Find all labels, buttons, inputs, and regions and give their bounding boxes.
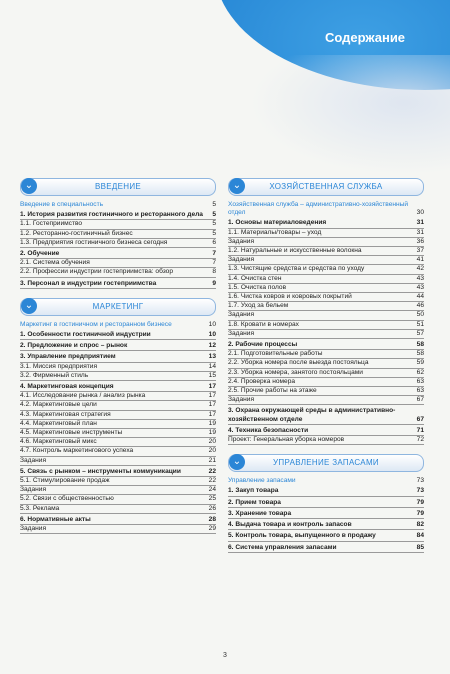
chapter-entry <box>20 280 216 289</box>
chapter-entry <box>20 342 216 351</box>
entry-page-number: 67 <box>416 415 424 423</box>
entry-page-number: 17 <box>208 392 216 400</box>
entry-page-number: 63 <box>416 377 424 385</box>
entry-page-number: 31 <box>416 228 424 236</box>
entry-title: 5.3. Реклама <box>20 504 60 512</box>
entry-title: Управление запасами <box>228 477 296 485</box>
chapter-entry <box>228 499 424 508</box>
entry-page-number: 62 <box>416 368 424 376</box>
chapter-entry <box>228 510 424 519</box>
entry-page-number: 37 <box>416 247 424 255</box>
entry-page-number: 12 <box>208 342 216 350</box>
entry-title: Задания <box>20 486 47 494</box>
entry-title: 2. Обучение <box>20 250 60 258</box>
entry-title: Задания <box>228 329 255 337</box>
chevron-down-icon: ⌄ <box>229 178 245 194</box>
entry-page-number: 85 <box>416 543 424 551</box>
toc-entry <box>20 401 216 410</box>
entry-page-number: 22 <box>208 477 216 485</box>
toc-entry <box>228 330 424 339</box>
entry-title: 1.7. Уход за бельем <box>228 302 289 310</box>
entry-title: 6. Система управления запасами <box>228 543 337 551</box>
toc-entry <box>228 238 424 247</box>
entry-page-number: 5 <box>212 211 216 219</box>
entry-title: 3. Хранение товара <box>228 509 292 517</box>
entry-page-number: 24 <box>208 486 216 494</box>
toc-entry <box>228 247 424 256</box>
toc-entry <box>20 372 216 381</box>
toc-entry <box>228 321 424 330</box>
entry-title: 2.5. Прочие работы на этаже <box>228 387 317 395</box>
toc-entry <box>228 284 424 293</box>
entry-page-number: 46 <box>416 302 424 310</box>
entry-title: 1. Особенности гостиничной индустрии <box>20 331 151 339</box>
entry-title: 1.8. Кровати в номерах <box>228 320 299 328</box>
chapter-entry <box>228 219 424 228</box>
entry-title: 1.3. Предприятия гостиничного бизнеса сегодня <box>20 238 168 246</box>
entry-page-number: 63 <box>416 387 424 395</box>
entry-title: 4.7. Контроль маркетингового успеха <box>20 447 134 455</box>
entry-page-number: 10 <box>208 331 216 339</box>
entry-title: 4.1. Исследование рынка / анализ рынка <box>20 392 146 400</box>
entry-page-number: 17 <box>208 401 216 409</box>
chapter-entry <box>20 211 216 220</box>
chapter-entry <box>20 353 216 362</box>
toc-entry <box>20 447 216 456</box>
entry-title: 1. Основы материаловедения <box>228 219 327 227</box>
section-title: ХОЗЯЙСТВЕННАЯ СЛУЖБА <box>269 182 383 191</box>
entry-page-number: 79 <box>416 509 424 517</box>
entry-page-number: 22 <box>208 467 216 475</box>
toc-entry <box>228 369 424 378</box>
entry-title: 4.2. Маркетинговые цели <box>20 401 97 409</box>
chapter-entry <box>20 331 216 340</box>
entry-title: 5. Связь с рынком – инструменты коммуникации <box>20 467 181 475</box>
entry-title: 4.6. Маркетинговый микс <box>20 438 97 446</box>
toc-entry <box>20 505 216 514</box>
entry-title: 4. Маркетинговая концепция <box>20 383 114 391</box>
entry-page-number: 79 <box>416 498 424 506</box>
entry-page-number: 8 <box>212 268 216 276</box>
entry-title: Задания <box>228 237 255 245</box>
entry-title: 2. Прием товара <box>228 498 281 506</box>
chapter-entry <box>228 544 424 553</box>
section-header <box>228 454 424 472</box>
chapter-entry <box>20 468 216 477</box>
entry-page-number: 25 <box>208 495 216 503</box>
toc-entry <box>228 378 424 387</box>
entry-title: 4.5. Маркетинговые инструменты <box>20 429 123 437</box>
entry-title: 1.6. Чистка ковров и ковровых покрытий <box>228 293 352 301</box>
subsection-heading <box>20 201 216 209</box>
entry-title: Задания <box>228 311 255 319</box>
entry-title: 1.1. Материалы/товары – уход <box>228 228 322 236</box>
entry-page-number: 5 <box>212 229 216 237</box>
toc-entry <box>228 311 424 320</box>
page-title: Содержание <box>324 30 406 45</box>
chapter-entry <box>228 407 424 424</box>
entry-title: 1.5. Очистка полов <box>228 283 287 291</box>
entry-title: 1.4. Очистка стен <box>228 274 282 282</box>
toc-entry <box>228 302 424 311</box>
toc-entry <box>20 525 216 534</box>
toc-entry <box>228 265 424 274</box>
toc-entry <box>228 359 424 368</box>
chapter-entry <box>228 487 424 496</box>
toc-entry <box>20 457 216 466</box>
left-column <box>20 178 216 543</box>
entry-page-number: 28 <box>208 515 216 523</box>
toc-entry <box>228 293 424 302</box>
entry-title: Задания <box>228 396 255 404</box>
entry-page-number: 58 <box>416 350 424 358</box>
entry-page-number: 13 <box>208 353 216 361</box>
toc-entry <box>20 420 216 429</box>
entry-page-number: 73 <box>416 487 424 495</box>
chapter-entry <box>20 250 216 259</box>
chapter-entry <box>228 427 424 436</box>
entry-title: 5. Контроль товара, выпущенного в продажу <box>228 532 376 540</box>
entry-page-number: 20 <box>208 447 216 455</box>
chevron-down-icon: ⌄ <box>21 298 37 314</box>
entry-page-number: 44 <box>416 293 424 301</box>
toc-entry <box>228 229 424 238</box>
entry-page-number: 51 <box>416 320 424 328</box>
entry-page-number: 5 <box>212 220 216 228</box>
entry-title: 3. Персонал в индустрии гостеприимства <box>20 279 157 287</box>
entry-title: 2.3. Уборка номера, занятого постояльцами <box>228 368 363 376</box>
chevron-down-icon: ⌄ <box>21 178 37 194</box>
entry-title: 6. Нормативные акты <box>20 515 91 523</box>
entry-title: 4.3. Маркетинговая стратегия <box>20 410 111 418</box>
entry-page-number: 6 <box>212 238 216 246</box>
header-light-shape <box>250 55 450 175</box>
entry-page-number: 17 <box>208 383 216 391</box>
entry-title: 1. История развития гостиничного и ресторанного дела <box>20 211 203 219</box>
entry-page-number: 43 <box>416 283 424 291</box>
chevron-down-icon: ⌄ <box>229 454 245 470</box>
toc-entry <box>228 436 424 445</box>
chapter-entry <box>228 341 424 350</box>
section-title: МАРКЕТИНГ <box>92 301 144 311</box>
entry-title: 1.2. Ресторанно-гостиничный бизнес <box>20 229 133 237</box>
chapter-entry <box>228 532 424 541</box>
entry-title: 2.2. Уборка номера после выезда постояльца <box>228 359 369 367</box>
entry-title: 3. Управление предприятием <box>20 353 116 361</box>
toc-entry <box>20 220 216 229</box>
entry-page-number: 10 <box>208 320 216 328</box>
entry-page-number: 84 <box>416 532 424 540</box>
entry-page-number: 50 <box>416 311 424 319</box>
entry-page-number: 17 <box>208 410 216 418</box>
entry-page-number: 7 <box>212 250 216 258</box>
toc-entry <box>228 256 424 265</box>
entry-page-number: 57 <box>416 329 424 337</box>
entry-page-number: 82 <box>416 521 424 529</box>
entry-title: 2. Рабочие процессы <box>228 341 298 349</box>
entry-page-number: 21 <box>208 456 216 464</box>
subsection-heading <box>228 477 424 485</box>
chapter-entry <box>228 521 424 530</box>
entry-page-number: 43 <box>416 274 424 282</box>
entry-page-number: 67 <box>416 396 424 404</box>
section-title: ВВЕДЕНИЕ <box>94 182 142 191</box>
entry-title: Задания <box>228 256 255 264</box>
toc-entry <box>228 275 424 284</box>
entry-page-number: 42 <box>416 265 424 273</box>
entry-title: 3. Охрана окружающей среды в административно-хозяйственном отделе <box>228 407 396 423</box>
entry-page-number: 29 <box>208 525 216 533</box>
toc-entry <box>20 477 216 486</box>
chapter-entry <box>20 516 216 525</box>
toc-entry <box>228 396 424 405</box>
entry-page-number: 20 <box>208 438 216 446</box>
entry-title: 4. Техника безопасности <box>228 426 309 434</box>
toc-entry <box>20 392 216 401</box>
chapter-entry <box>20 383 216 392</box>
entry-page-number: 30 <box>416 209 424 217</box>
entry-title: 2.1. Подготовительные работы <box>228 350 323 358</box>
entry-title: Хозяйственная служба – административно-хозяйственный отдел <box>228 201 409 217</box>
section-header <box>20 178 216 196</box>
entry-title: 2. Предложение и спрос – рынок <box>20 342 128 350</box>
section-header <box>228 178 424 196</box>
entry-title: 5.1. Стимулирование продаж <box>20 477 110 485</box>
entry-page-number: 71 <box>416 426 424 434</box>
toc-entry <box>20 429 216 438</box>
toc-entry <box>20 411 216 420</box>
entry-title: 1.2. Натуральные и искусственные волокна <box>228 247 362 255</box>
toc-entry <box>20 239 216 248</box>
right-column <box>228 178 424 562</box>
entry-page-number: 59 <box>416 359 424 367</box>
section-header <box>20 298 216 316</box>
entry-page-number: 7 <box>212 259 216 267</box>
toc-entry <box>20 230 216 239</box>
entry-page-number: 73 <box>416 477 424 485</box>
entry-title: 1.1. Гостеприимство <box>20 220 83 228</box>
subsection-heading <box>20 321 216 329</box>
entry-page-number: 36 <box>416 237 424 245</box>
entry-title: 5.2. Связи с общественностью <box>20 495 114 503</box>
section-title: УПРАВЛЕНИЕ ЗАПАСАМИ <box>273 458 379 468</box>
toc-entry <box>20 438 216 447</box>
toc-entry <box>20 495 216 504</box>
entry-title: 2.2. Профессии индустрии гостеприимства: обзор <box>20 268 173 276</box>
entry-page-number: 19 <box>208 419 216 427</box>
entry-page-number: 5 <box>212 201 216 208</box>
entry-title: 3.1. Миссия предприятия <box>20 362 98 370</box>
entry-page-number: 14 <box>208 362 216 370</box>
toc-entry <box>20 268 216 277</box>
entry-title: 2.1. Система обучения <box>20 259 90 267</box>
entry-title: 1.3. Чистящие средства и средства по уходу <box>228 265 365 273</box>
toc-entry <box>228 387 424 396</box>
entry-title: 4. Выдача товара и контроль запасов <box>228 521 352 529</box>
page-number: 3 <box>223 652 227 659</box>
entry-page-number: 9 <box>212 279 216 287</box>
entry-page-number: 72 <box>416 436 424 444</box>
entry-page-number: 41 <box>416 256 424 264</box>
toc-entry <box>20 363 216 372</box>
entry-page-number: 58 <box>416 341 424 349</box>
entry-page-number: 19 <box>208 429 216 437</box>
entry-title: 3.2. Фирменный стиль <box>20 371 89 379</box>
entry-title: Проект: Генеральная уборка номеров <box>228 436 345 444</box>
entry-title: 1. Закуп товара <box>228 487 279 495</box>
entry-title: Введение в специальность <box>20 201 104 208</box>
entry-title: Маркетинг в гостиничном и ресторанном бизнесе <box>20 320 172 328</box>
entry-title: 4.4. Маркетинговый план <box>20 419 97 427</box>
entry-title: 2.4. Проверка номера <box>228 377 296 385</box>
entry-title: Задания <box>20 525 47 533</box>
subsection-heading <box>228 201 424 217</box>
entry-page-number: 31 <box>416 219 424 227</box>
entry-title: Задания <box>20 456 47 464</box>
entry-page-number: 26 <box>208 504 216 512</box>
entry-page-number: 15 <box>208 371 216 379</box>
